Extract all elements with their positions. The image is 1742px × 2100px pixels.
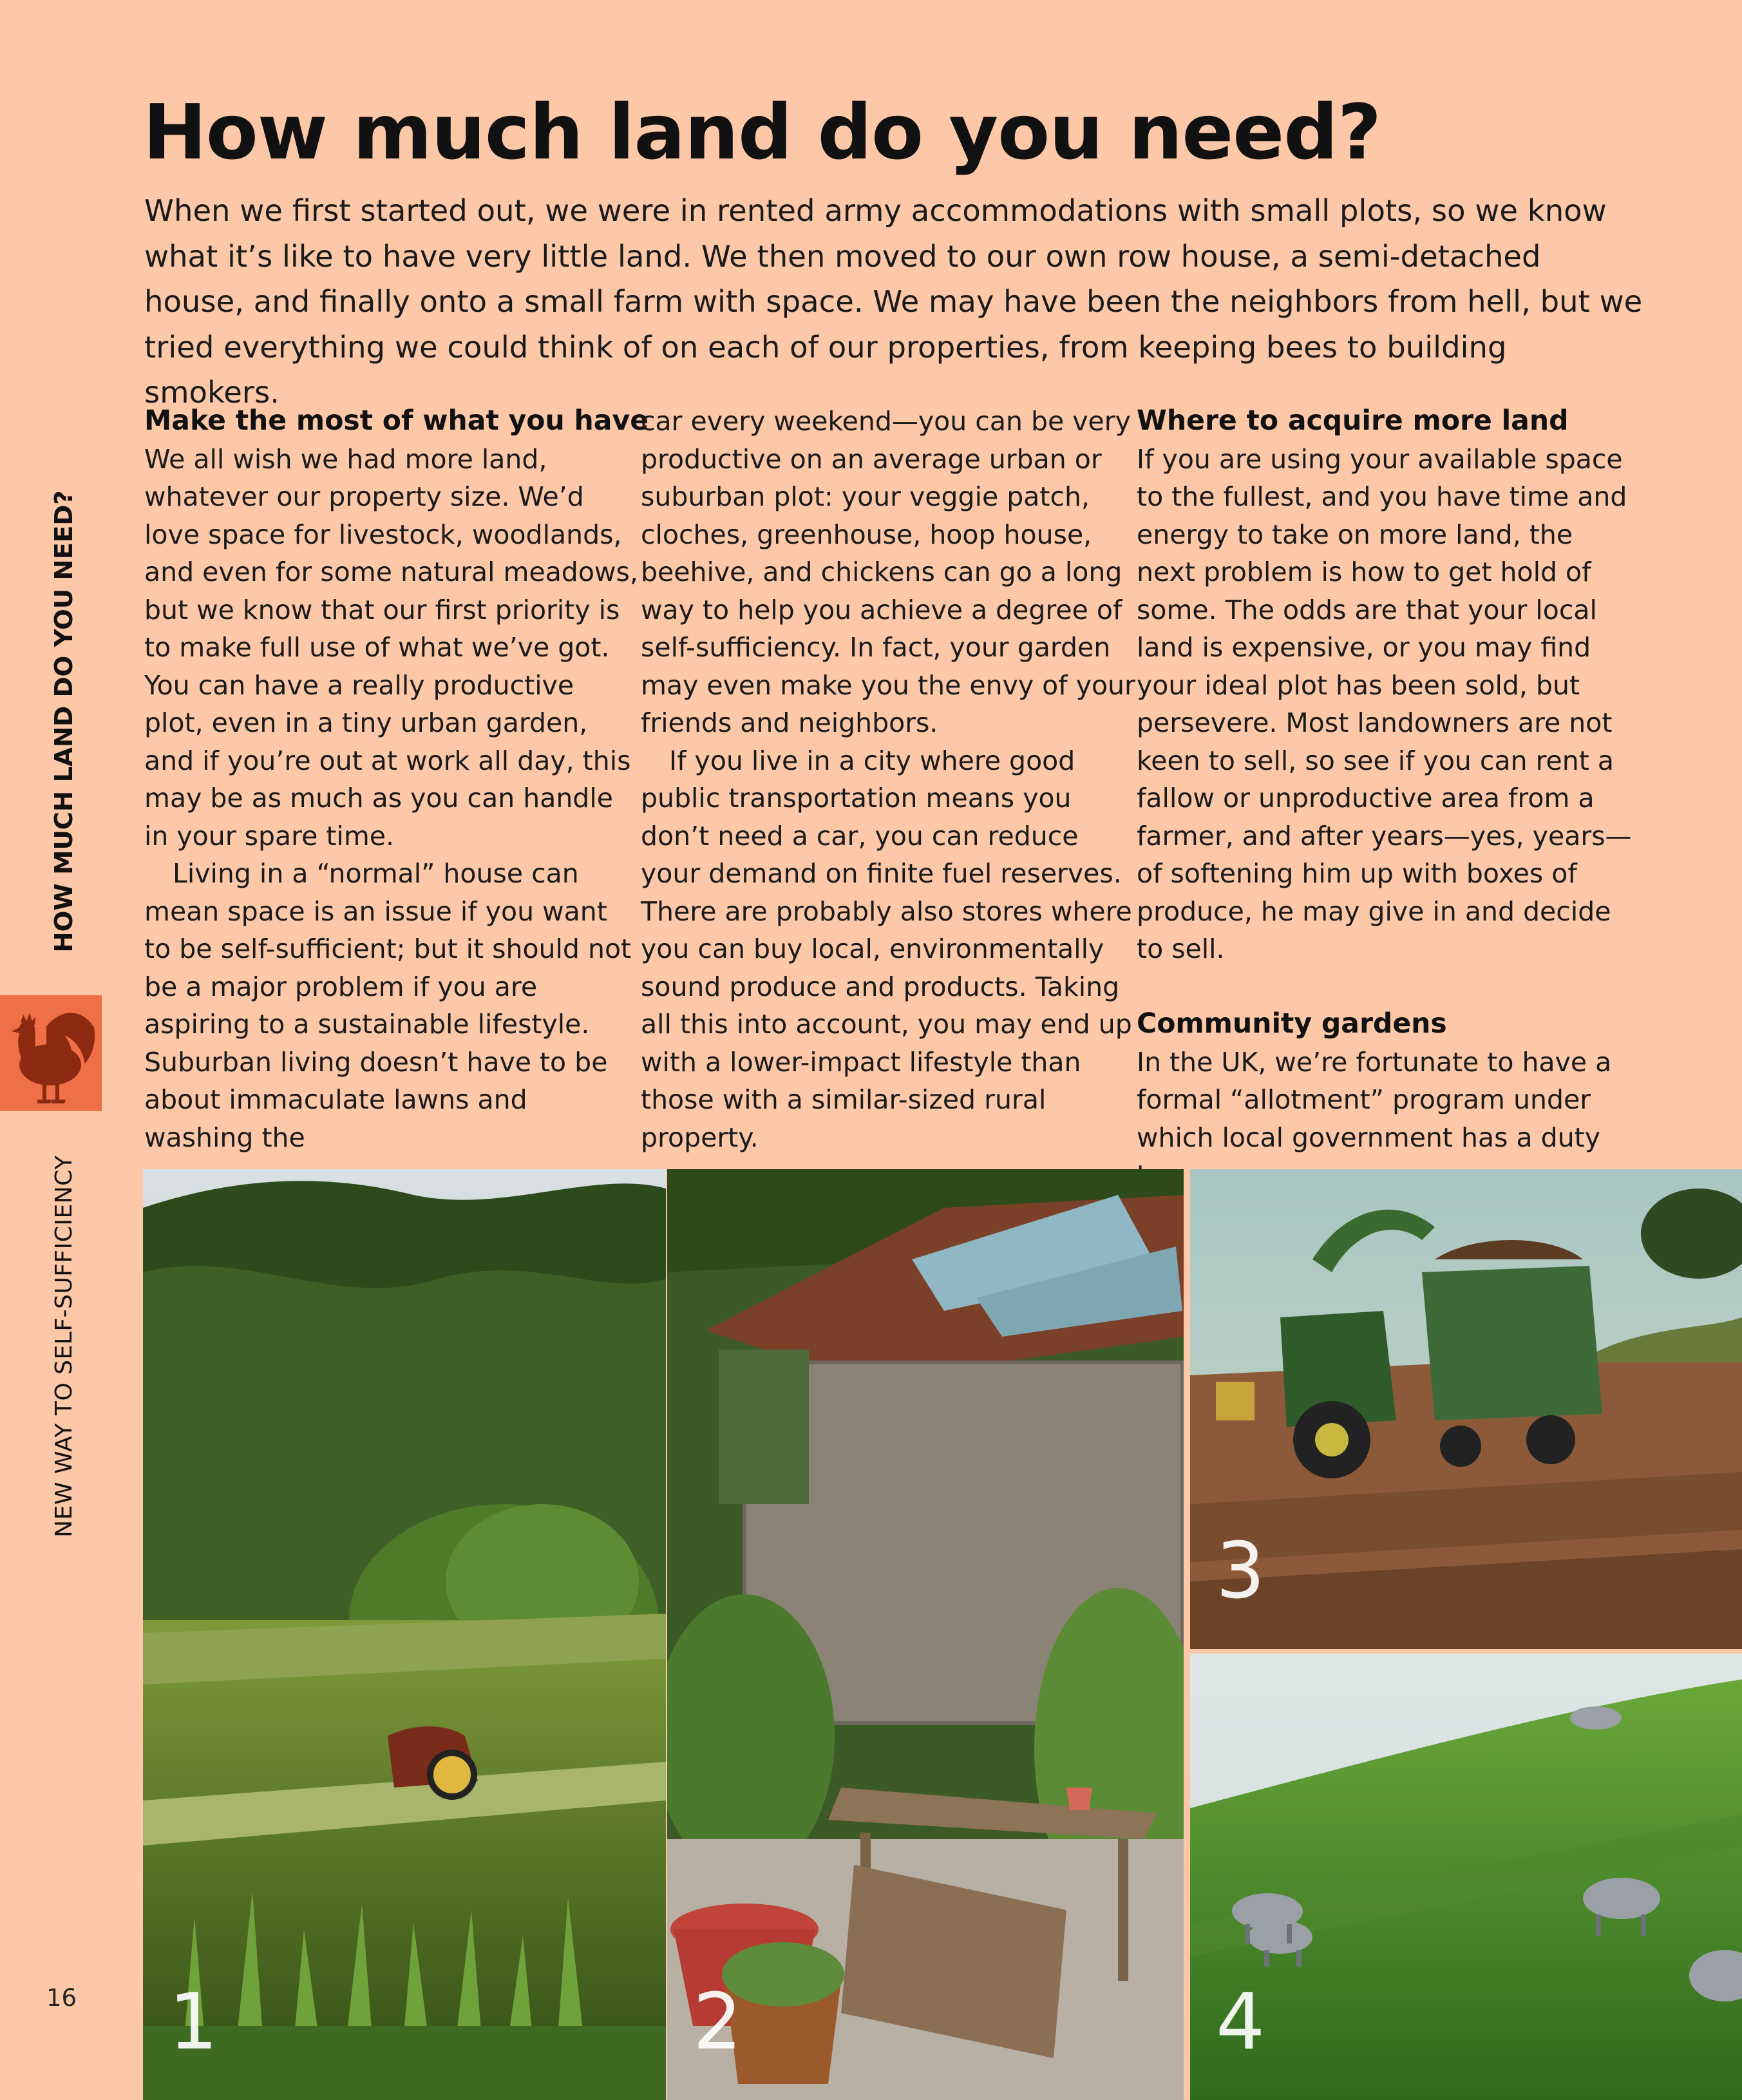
body-paragraph: If you are using your available space to the fullest, and you have time and energy to take on more land, the next problem is how to get hold of some. The odds are that your local land is expensive, or you may find your ideal plot has been sold, but persevere. Most landowners are not keen to sell, so see if you can rent a fallow or unproductive area from a farmer, and after years—yes, years—of softening him up with boxes of produce, he may give in and decide to sell. bbox=[1137, 443, 1632, 964]
page-number: 16 bbox=[46, 1984, 77, 2012]
photo-cottage-patio bbox=[667, 1169, 1184, 2100]
book-running-head: NEW WAY TO SELF-SUFFICIENCY bbox=[51, 1155, 77, 1538]
section-heading-acquire-land: Where to acquire more land bbox=[1137, 405, 1569, 437]
intro-paragraph: When we first started out, we were in rented army accommodations with small plots, so we know what it’s like to have very little land. We then moved to our own row house, a semi-detached house, and finally onto a small farm with space. We may have been the neighbors from hell, but we tried everything we could think of on each of our properties, from keeping bees to building smokers. bbox=[144, 193, 1643, 410]
body-paragraph: We all wish we had more land, whatever our property size. We’d love space for livestock, woodlands, and even for some natural meadows, but we know that our first priority is to make full use of what we’ve got. You can have a really productive plot, even in a tiny urban garden, and if you’re out at work all day, this may be as much as you can handle in your spare time. bbox=[144, 443, 638, 852]
photo-number: 1 bbox=[169, 1978, 218, 2067]
text-column-2 bbox=[641, 403, 1137, 1156]
photo-number: 2 bbox=[693, 1978, 743, 2067]
page-title: How much land do you need? bbox=[143, 88, 1381, 177]
section-heading-community-gardens: Community gardens bbox=[1137, 1008, 1447, 1040]
photo-grazing-cattle bbox=[1190, 1654, 1742, 2100]
chapter-running-head: HOW MUCH LAND DO YOU NEED? bbox=[50, 490, 79, 953]
photo-number: 3 bbox=[1216, 1527, 1265, 1616]
photo-tractor-field bbox=[1190, 1169, 1742, 1649]
body-paragraph: If you live in a city where good public transportation means you don’t need a car, you can reduce your demand on finite fuel reserves. There are probably also stores where you can buy local, environmentally sound produce and products. Taking all this into account, you may end up with a lower-impact lifestyle than those with a similar-sized rural property. bbox=[641, 745, 1132, 1153]
body-paragraph: Living in a “normal” house can mean space is an issue if you want to be self-sufficient; but it should not be a major problem if you are aspiring to a sustainable lifestyle. Suburban living doesn’t have to be about immaculate lawns and washing the bbox=[144, 858, 632, 1153]
body-paragraph-continued: car every weekend—you can be very productive on an average urban or suburban plot: your veggie patch, cloches, greenhouse, hoop house, beehive, and chickens can go a long way to help you achieve a degree of self-sufficiency. In fact, your garden may even make you the envy of your friends and neighbors. bbox=[641, 406, 1135, 738]
photo-number: 4 bbox=[1216, 1978, 1265, 2067]
body-paragraph: In the UK, we’re fortunate to have a formal “allotment” program under which local government has a duty bbox=[1137, 1046, 1612, 1153]
photo-allotment-garden bbox=[143, 1169, 666, 2100]
text-column-1 bbox=[144, 403, 649, 1156]
section-heading-make-the-most: Make the most of what you have bbox=[144, 405, 649, 437]
text-column-3 bbox=[1137, 403, 1633, 1194]
